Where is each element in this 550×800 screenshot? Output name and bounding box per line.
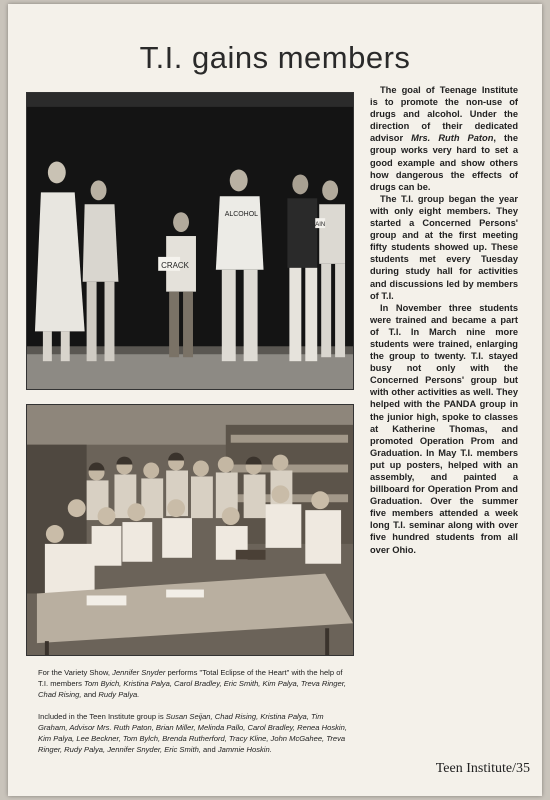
text-run: For the Variety Show, — [38, 668, 113, 677]
italic-name-run: Jennifer Snyder — [112, 668, 166, 677]
article-body — [370, 84, 518, 556]
variety-show-photo — [26, 92, 354, 390]
page-title: T.I. gains members — [139, 40, 411, 75]
group-photo — [26, 404, 354, 656]
yearbook-page — [8, 4, 542, 796]
alcohol-sign: ALCOHOL — [224, 211, 258, 219]
variety-show-photo-image — [27, 93, 353, 389]
photo-captions — [38, 667, 348, 766]
group-photo-image — [27, 405, 353, 655]
italic-name-run: Mrs. Ruth Paton — [411, 133, 494, 144]
text-run: Included in the Teen Institute group is — [38, 712, 166, 721]
text-run: The T.I. group began the year with only eight members. They started a Concerned Persons' group and at the first meeting fifty students showed up. These students met every Tuesday during study hall for activities and discussions led by members of T.I. — [370, 193, 518, 301]
italic-name-run: Rudy Palya. — [98, 690, 140, 699]
caption-group — [38, 711, 348, 755]
text-run: The goal of Teenage Institute is to promote the non-use of drugs and alcohol. Under the direction of their dedicated advisor — [370, 85, 518, 144]
body-paragraph-3 — [370, 302, 518, 556]
page-folio: Teen Institute/35 — [435, 761, 530, 776]
italic-name-run: Susan Seijan, Chad Rising, Kristina Palya, Tim Graham, Advisor Mrs. Ruth Paton, Brian Miller, Melinda Pallo, Carol Bradley, Renea Hoskin, Kim Palya, Lee Beckner, Tom Bylch, Brenda Rutherford, Tracy Kline, John McGahee, Treva Ringer, Rudy Palya, Jennifer Snyder, Eric Smith, — [38, 712, 347, 754]
italic-name-run: Tom Byich, Kristina Palya, Carol Bradley, Eric Smith, Kim Palya, Treva Ringer, Chad Rising, — [38, 679, 346, 699]
crack-sign: CRACK — [161, 260, 189, 270]
body-paragraph-1 — [370, 84, 518, 193]
italic-name-run: Jammie Hoskin. — [217, 745, 272, 754]
text-run: and — [200, 745, 218, 754]
body-paragraph-2 — [370, 193, 518, 302]
ain-sign: AIN — [315, 222, 326, 229]
text-run: and — [81, 690, 99, 699]
caption-variety-show — [38, 667, 348, 700]
text-run: performs "Total Eclipse of the Heart" with the help of T.I. members — [38, 668, 343, 688]
text-run: In November three students were trained and became a part of T.I. In March nine more students were trained, enlarging the group to twenty. T.I. stayed busy not only with the Concerned Persons' group but with other activities as well. They helped with the PANDA group in the junior high, spoke to classes at Katherine Thomas, and promoted Operation Prom and Graduation. In May T.I. members put up posters, helped with an assembly, and painted a billboard for Operation Prom and Graduation. Over the summer five members attended a week long T.I. seminar along with over five hundred students from all over Ohio. — [370, 302, 518, 555]
text-run: , the group works very hard to set a good example and show others how dangerous the effects of drugs can be. — [370, 133, 518, 192]
